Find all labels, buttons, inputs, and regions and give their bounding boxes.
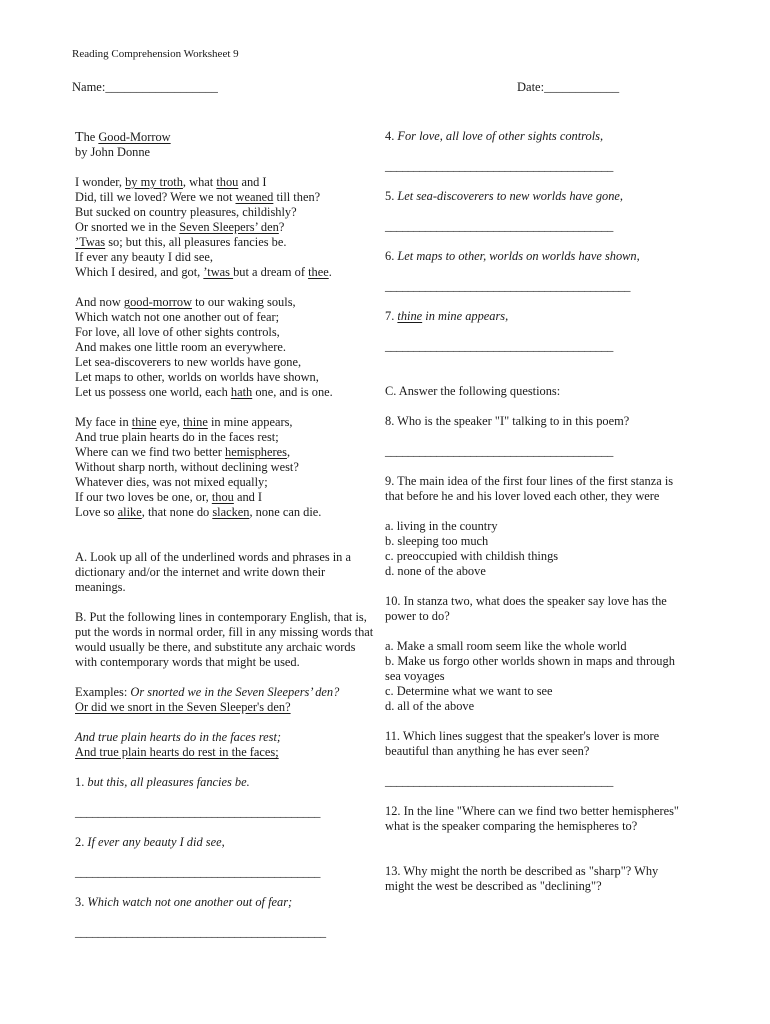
instruction-a: A. Look up all of the underlined words and phrases in a dictionary and/or the internet and write down their meanings. [75,550,351,594]
answer-blank-1[interactable]: ___________________________________________ [75,805,320,819]
answer-blank-7[interactable]: ________________________________________ [385,339,613,353]
example-2-line: And true plain hearts do in the faces rest; [75,730,282,744]
examples: Examples: Or snorted we in the Seven Sleepers’ den? Or did we snort in the Seven Sleeper's den? And true plain hearts do in the faces rest; And true plain hearts do rest in the faces; [75,685,385,760]
q10-option-a[interactable]: a. Make a small room seem like the whole world [385,639,627,653]
underlined-term: by my troth [125,175,183,189]
poem-line [75,355,385,370]
poem-line [75,325,385,340]
poem-line [75,475,385,490]
poem-line [75,310,385,325]
answer-blank-6[interactable]: ___________________________________________ [385,279,630,293]
question-13: 13. Why might the north be described as "sharp"? Why might the west be described as "declining"? [385,864,659,893]
poem-line [75,175,385,190]
poem-line [75,385,385,400]
answer-blank-5[interactable]: ________________________________________ [385,219,613,233]
example-2-answer: And true plain hearts do rest in the faces; [75,745,279,759]
answer-blank-8[interactable]: ________________________________________ [385,444,613,458]
poem-text: ? [278,220,285,234]
poem-text: , none can die. [249,505,322,519]
instruction-b: B. Put the following lines in contemporary English, that is, put the words in normal order, fill in any missing words that would usually be there, and substitute any archaic words with contemporary words that might be used. [75,610,374,669]
poem-text: Which watch not one another out of fear; [75,310,280,324]
stanza-1 [75,175,385,280]
name-field[interactable]: Name:__________________ [72,80,218,94]
q9-option-c[interactable]: c. preoccupied with childish things [385,549,559,563]
worksheet-title: Reading Comprehension Worksheet 9 [72,48,239,60]
underlined-term: Seven Sleepers’ den [179,220,279,234]
poem-text: so; but this, all pleasures fancies be. [105,235,287,249]
poem-line [75,490,385,505]
poem-text: If ever any beauty I did see, [75,250,213,264]
poem-text: , [286,445,291,459]
poem-text: and I [238,175,267,189]
stanza-2 [75,295,385,400]
question-1: 1. but this, all pleasures fancies be. ___________________________________________ [75,775,385,820]
poem-text: one, and is one. [252,385,333,399]
question-11: 11. Which lines suggest that the speaker's lover is more beautiful than anything he has ever seen? ________________________________________ [385,729,695,789]
underlined-term: slacken [212,505,250,519]
q10-option-b[interactable]: b. Make us forgo other worlds shown in maps and through [385,654,675,668]
poem-text: but a dream of [233,265,309,279]
q10-option-d[interactable]: d. all of the above [385,699,475,713]
example-1-line: Or snorted we in the Seven Sleepers’ den? [130,685,340,699]
stanza-3 [75,415,385,520]
poem-line [75,295,385,310]
underlined-term: alike [117,505,142,519]
underlined-term: ’Twas [75,235,106,249]
poem-text: For love, all love of other sights controls, [75,325,280,339]
poem-line [75,415,385,430]
question-2: 2. If ever any beauty I did see, ___________________________________________ [75,835,385,880]
poem-text: and I [233,490,263,504]
q9-option-d[interactable]: d. none of the above [385,564,486,578]
poem-text: Whatever dies, was not mixed equally; [75,475,268,489]
left-column [75,130,385,940]
poem-line [75,505,385,520]
question-10: 10. In stanza two, what does the speaker say love has the power to do? a. Make a small room seem like the whole world b. Make us forgo other worlds shown in maps and through sea voyages c. Determine what we want to see d. all of the above [385,594,695,714]
poem-line [75,460,385,475]
poem-text: Let maps to other, worlds on worlds have shown, [75,370,319,384]
poem-text: Did, till we loved? Were we not [75,190,236,204]
underlined-term: good-morrow [123,295,193,309]
poem-text: , that none do [141,505,213,519]
underlined-term: ’twas [203,265,234,279]
underlined-term: thee [308,265,329,279]
poem-text: And now [75,295,124,309]
poem-text: Where can we find two better [75,445,225,459]
poem-text: in mine appears, [207,415,293,429]
poem-title: The Good-Morrow [75,130,171,145]
instruction-c: C. Answer the following questions: [385,384,561,398]
poem-line [75,220,385,235]
poem-text: Which I desired, and got, [75,265,204,279]
poem-text: eye, [156,415,184,429]
poem-line [75,430,385,445]
poem-text: . [328,265,332,279]
question-9: 9. The main idea of the first four lines of the first stanza is that before he and his lover loved each other, they were a. living in the country b. sleeping too much c. preoccupied with childish things d. none of the above [385,474,695,579]
answer-blank-3[interactable]: ____________________________________________ [75,925,326,939]
poem-text: And true plain hearts do in the faces rest; [75,430,279,444]
question-6: 6. Let maps to other, worlds on worlds have shown, ___________________________________________ [385,249,695,294]
question-3: 3. Which watch not one another out of fear; ____________________________________________ [75,895,385,940]
poem-line [75,190,385,205]
poem-line [75,370,385,385]
q9-option-a[interactable]: a. living in the country [385,519,498,533]
poem-text: Let sea-discoverers to new worlds have gone, [75,355,302,369]
q10-option-c[interactable]: c. Determine what we want to see [385,684,553,698]
poem-author: by John Donne [75,145,151,159]
right-column [385,129,695,894]
underlined-term: thou [211,490,234,504]
poem-line [75,235,385,250]
underlined-term: thou [216,175,239,189]
poem-text: I wonder, [75,175,126,189]
poem-text: till then? [273,190,321,204]
underlined-term: hemispheres [225,445,287,459]
poem-line [75,205,385,220]
poem-text: , what [182,175,217,189]
poem-line [75,340,385,355]
example-1-answer: Or did we snort in the Seven Sleeper's den? [75,700,291,714]
answer-blank-2[interactable]: ___________________________________________ [75,865,320,879]
poem-text: to our waking souls, [192,295,296,309]
answer-blank-11[interactable]: ________________________________________ [385,774,613,788]
poem-line [75,265,385,280]
underlined-term: hath [230,385,253,399]
poem-text: My face in [75,415,132,429]
answer-blank-4[interactable]: ________________________________________ [385,159,613,173]
question-7: 7. thine in mine appears, ________________________________________ [385,309,695,354]
poem-text: But sucked on country pleasures, childishly? [75,205,297,219]
date-field[interactable]: Date:____________ [517,80,620,94]
poem-line [75,250,385,265]
underlined-term: weaned [235,190,274,204]
question-4: 4. For love, all love of other sights controls, ________________________________________ [385,129,695,174]
q9-option-b[interactable]: b. sleeping too much [385,534,489,548]
question-12: 12. In the line "Where can we find two better hemispheres" what is the speaker comparing the hemispheres to? [385,804,679,833]
question-8: 8. Who is the speaker "I" talking to in this poem? ________________________________________ [385,414,695,459]
poem-text: And makes one little room an everywhere. [75,340,286,354]
poem-text: Let us possess one world, each [75,385,231,399]
poem-text: If our two loves be one, or, [75,490,212,504]
poem-text: Or snorted we in the [75,220,180,234]
poem-text: Love so [75,505,118,519]
poem-text: Without sharp north, without declining west? [75,460,299,474]
q10-option-b-cont: sea voyages [385,669,445,683]
underlined-term: thine [131,415,157,429]
underlined-term: thine [183,415,208,429]
question-5: 5. Let sea-discoverers to new worlds have gone, ________________________________________ [385,189,695,234]
poem-line [75,445,385,460]
